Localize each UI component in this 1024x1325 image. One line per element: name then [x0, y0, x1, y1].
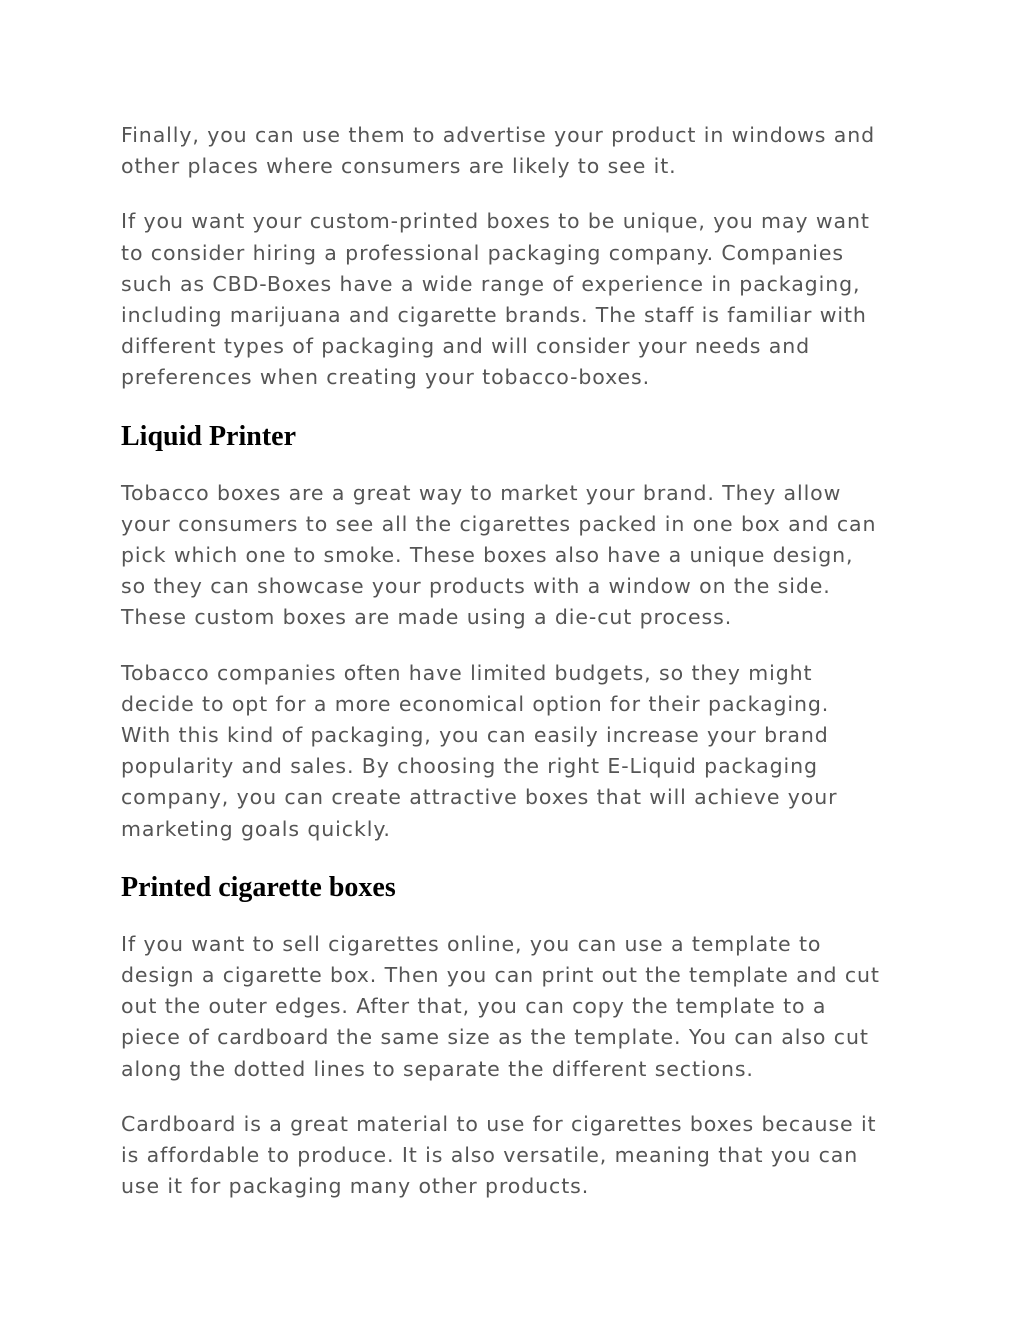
- paragraph-intro: [121, 120, 911, 182]
- heading-printed-cigarette-boxes: Printed cigarette boxes: [121, 871, 396, 903]
- text-line: Finally, you can use them to advertise your product in windows and: [121, 123, 876, 147]
- text-line: your consumers to see all the cigarettes packed in one box and can: [121, 511, 877, 536]
- paragraph-professional-packaging: [121, 206, 911, 393]
- text-line: other places where consumers are likely to see it.: [121, 154, 677, 179]
- text-line: marketing goals quickly.: [121, 816, 391, 841]
- text-line: With this kind of packaging, you can easily increase your brand: [121, 723, 829, 748]
- text-line: Cardboard is a great material to use for cigarettes boxes because it: [121, 1111, 877, 1136]
- text-line: company, you can create attractive boxes that will achieve your: [121, 785, 838, 810]
- text-line: preferences when creating your tobacco-boxes.: [121, 365, 651, 390]
- text-line: design a cigarette box. Then you can print out the template and cut: [121, 963, 880, 988]
- text-line: different types of packaging and will consider your needs and: [121, 334, 811, 359]
- text-line: If you want your custom-printed boxes to be unique, you may want: [121, 209, 870, 234]
- heading-liquid-printer: Liquid Printer: [121, 420, 297, 452]
- text-line: to consider hiring a professional packaging company. Companies: [121, 240, 844, 265]
- text-line: out the outer edges. After that, you can copy the template to a: [121, 994, 827, 1019]
- text-line: piece of cardboard the same size as the template. You can also cut: [121, 1025, 869, 1050]
- text-line: Tobacco boxes are a great way to market your brand. They allow: [121, 480, 842, 505]
- paragraph-tobacco-boxes: [121, 478, 911, 634]
- text-line: Tobacco companies often have limited budgets, so they might: [121, 660, 813, 685]
- text-line: pick which one to smoke. These boxes also have a unique design,: [121, 543, 854, 568]
- text-line: including marijuana and cigarette brands. The staff is familiar with: [121, 303, 867, 328]
- text-line: These custom boxes are made using a die-cut process.: [121, 605, 733, 630]
- text-line: use it for packaging many other products.: [121, 1174, 590, 1199]
- text-line: popularity and sales. By choosing the right E-Liquid packaging: [121, 754, 818, 779]
- paragraph-cardboard: [121, 1109, 911, 1203]
- paragraph-template: [121, 929, 911, 1085]
- text-line: If you want to sell cigarettes online, you can use a template to: [121, 931, 822, 956]
- text-line: such as CBD-Boxes have a wide range of experience in packaging,: [121, 271, 861, 296]
- document-page: [121, 120, 911, 1202]
- text-line: so they can showcase your products with a window on the side.: [121, 574, 831, 599]
- paragraph-budgets: [121, 658, 911, 845]
- text-line: along the dotted lines to separate the different sections.: [121, 1056, 754, 1081]
- text-line: is affordable to produce. It is also versatile, meaning that you can: [121, 1143, 859, 1168]
- text-line: decide to opt for a more economical option for their packaging.: [121, 691, 830, 716]
